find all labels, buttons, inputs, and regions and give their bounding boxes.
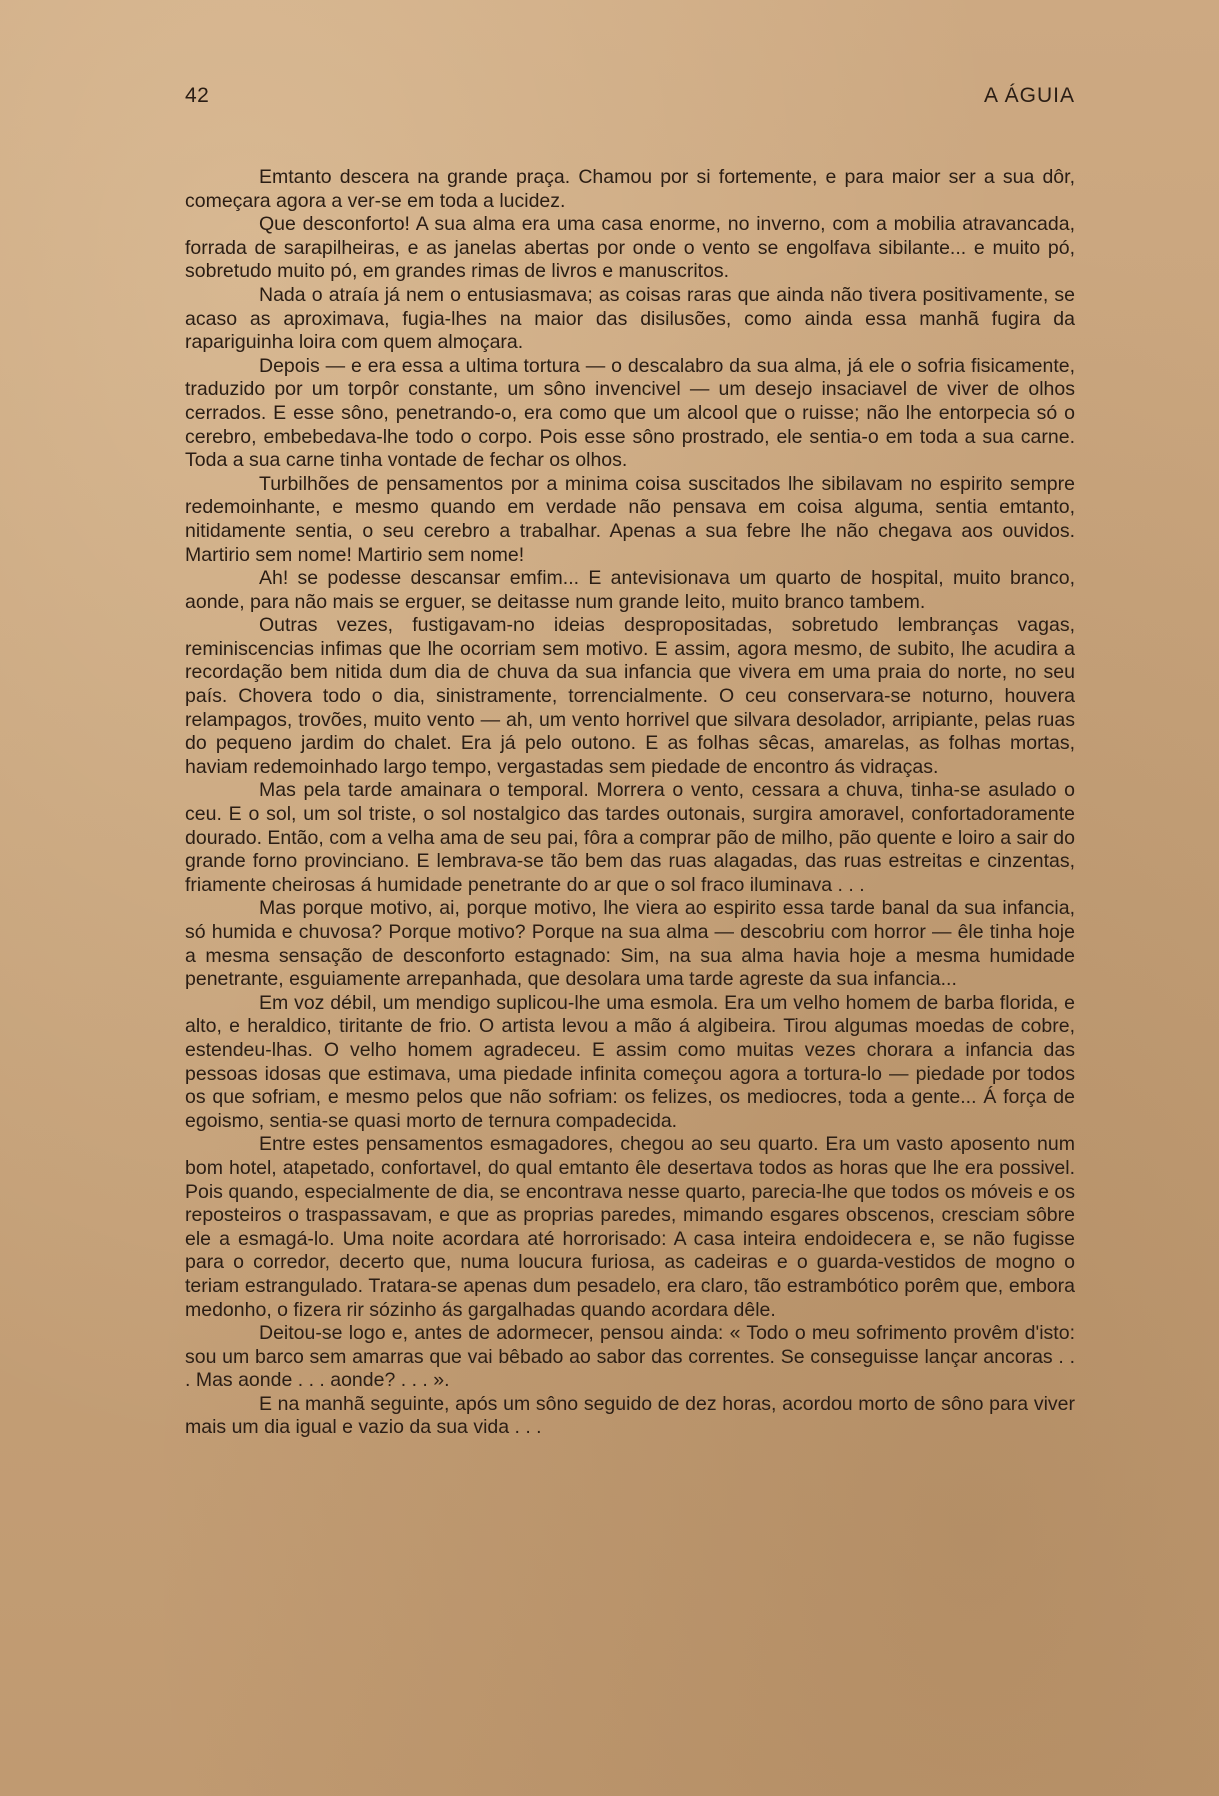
paragraph: Ah! se podesse descansar emfim... E antevisionava um quarto de hospital, muito branco, aonde, para não mais se erguer, se deitasse num grande leito, muito branco tambem.: [185, 567, 1075, 613]
paragraph: Em voz débil, um mendigo suplicou-lhe uma esmola. Era um velho homem de barba florida, e alto, e heraldico, tiritante de frio. O artista levou a mão á algibeira. Tirou algumas moedas de cobre, estendeu-lhas. O velho homem agradeceu. E assim como muitas vezes chorara a infancia das pessoas idosas que estimava, uma piedade infinita começou agora a tortura-lo — piedade por todos os que sofriam, e mesmo pelos que não sofriam: os felizes, os mediocres, toda a gente... Á força de egoismo, sentia-se quasi morto de ternura compadecida.: [185, 991, 1075, 1132]
page-header: [185, 84, 1075, 114]
paragraph: Depois — e era essa a ultima tortura — o descalabro da sua alma, já ele o sofria fisicamente, traduzido por um torpôr constante, um sôno invencivel — um desejo insaciavel de viver de olhos cerrados. E esse sôno, penetrando-o, era como que um alcool que o ruisse; não lhe entorpecia só o cerebro, embebedava-lhe todo o corpo. Pois esse sôno prostrado, ele sentia-o em toda a sua carne. Toda a sua carne tinha vontade de fechar os olhos.: [185, 354, 1075, 472]
body-text: [185, 166, 1075, 1440]
paragraph: Deitou-se logo e, antes de adormecer, pensou ainda: « Todo o meu sofrimento provêm d'isto: sou um barco sem amarras que vai bêbado ao sabor das correntes. Se conseguisse lançar ancoras . . . Mas aonde . . . aonde? . . . ».: [185, 1322, 1075, 1392]
paragraph: Mas porque motivo, ai, porque motivo, lhe viera ao espirito essa tarde banal da sua infancia, só humida e chuvosa? Porque motivo? Porque na sua alma — descobriu com horror — êle tinha hoje a mesma sensação de desconforto estagnado: Sim, na sua alma havia hoje a mesma humidade penetrante, esguiamente arrepanhada, que desolara uma tarde agreste da sua infancia...: [185, 897, 1075, 991]
paragraph: E na manhã seguinte, após um sôno seguido de dez horas, acordou morto de sôno para viver mais um dia igual e vazio da sua vida . . .: [185, 1392, 1075, 1439]
paragraph: Emtanto descera na grande praça. Chamou por si fortemente, e para maior ser a sua dôr, começara agora a ver-se em toda a lucidez.: [185, 166, 1075, 212]
paragraph: Entre estes pensamentos esmagadores, chegou ao seu quarto. Era um vasto aposento num bom hotel, atapetado, confortavel, do qual emtanto êle desertava todos as horas que lhe era possivel. Pois quando, especialmente de dia, se encontrava nesse quarto, parecia-lhe que todos os móveis e os reposteiros o traspassavam, e que as proprias paredes, mimando esgares obscenos, cresciam sôbre ele a esmagá-lo. Uma noite acordara até horrorisado: A casa inteira endoidecera e, se não fugisse para o corredor, decerto que, numa loucura furiosa, as cadeiras e o guarda-vestidos de mogno o teriam estrangulado. Tratara-se apenas dum pesadelo, era claro, tão estrambótico porêm que, embora medonho, o fizera rir sózinho ás gargalhadas quando acordara dêle.: [185, 1133, 1075, 1321]
running-title: A ÁGUIA: [983, 84, 1075, 107]
paragraph: Turbilhões de pensamentos por a minima coisa suscitados lhe sibilavam no espirito sempre redemoinhante, e mesmo quando em verdade não pensava em coisa alguma, sentia emtanto, nitidamente sentia, o seu cerebro a trabalhar. Apenas a sua febre lhe não chegava aos ouvidos. Martirio sem nome! Martirio sem nome!: [185, 472, 1075, 566]
paragraph: Nada o atraía já nem o entusiasmava; as coisas raras que ainda não tivera positivamente, se acaso as aproximava, fugia-lhes na maior das disilusões, como ainda essa manhã fugira da rapariguinha loira com quem almoçara.: [185, 283, 1075, 354]
paragraph: Outras vezes, fustigavam-no ideias despropositadas, sobretudo lembranças vagas, reminiscencias infimas que lhe ocorriam sem motivo. E assim, agora mesmo, de subito, lhe acudira a recordação bem nitida dum dia de chuva da sua infancia que vivera em uma praia do norte, no seu país. Chovera todo o dia, sinistramente, torrencialmente. O ceu conservara-se noturno, houvera relampagos, trovões, muito vento — ah, um vento horrivel que silvara desolador, arripiante, pelas ruas do pequeno jardim do chalet. Era já pelo outono. E as folhas sêcas, amarelas, as folhas mortas, haviam redemoinhado largo tempo, vergastadas sem piedade de encontro ás vidraças.: [185, 614, 1075, 778]
paragraph: Mas pela tarde amainara o temporal. Morrera o vento, cessara a chuva, tinha-se asulado o ceu. E o sol, um sol triste, o sol nostalgico das tardes outonais, surgira amoravel, confortadoramente dourado. Então, com a velha ama de seu pai, fôra a comprar pão de milho, pão quente e loiro a sair do grande forno provinciano. E lembrava-se tão bem das ruas alagadas, das ruas estreitas e cinzentas, friamente cheirosas á humidade penetrante do ar que o sol fraco iluminava . . .: [185, 779, 1075, 896]
page-number: 42: [185, 84, 210, 107]
paragraph: Que desconforto! A sua alma era uma casa enorme, no inverno, com a mobilia atravancada, forrada de sarapilheiras, e as janelas abertas por onde o vento se engolfava sibilante... e muito pó, sobretudo muito pó, em grandes rimas de livros e manuscritos.: [185, 213, 1075, 283]
